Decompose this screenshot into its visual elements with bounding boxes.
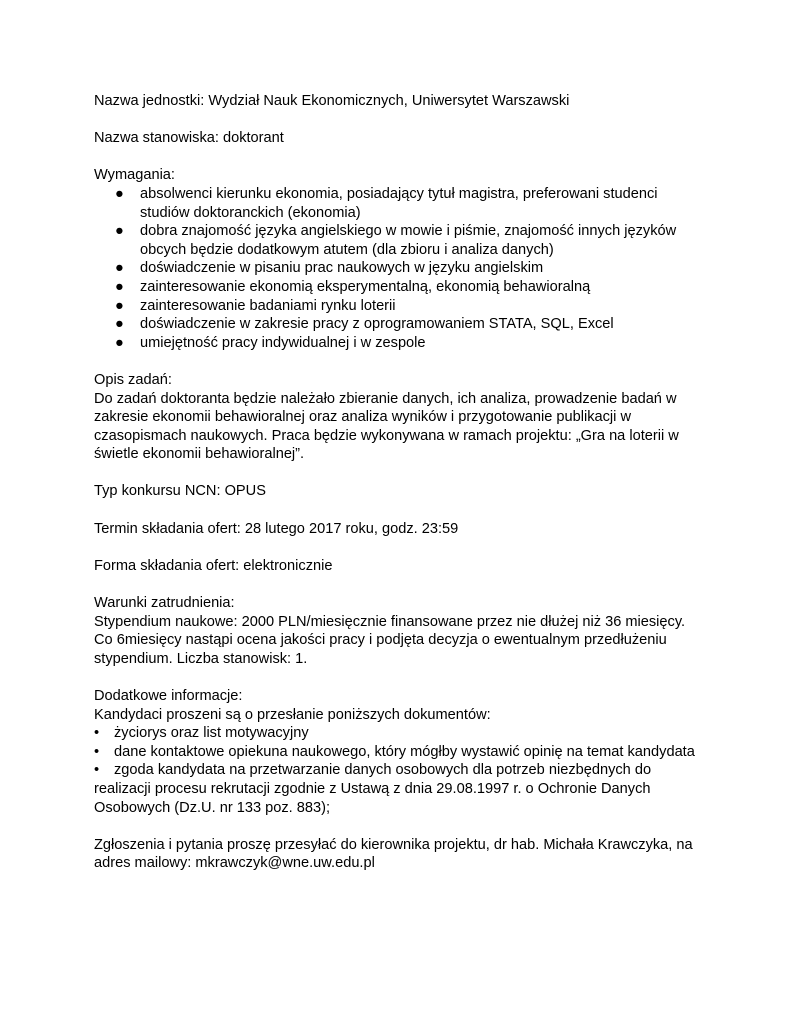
bullet-icon: ● <box>115 297 124 314</box>
bullet-icon: • <box>94 762 100 779</box>
employment-heading: Warunki zatrudnienia: <box>94 595 235 612</box>
competition-type: Typ konkursu NCN: OPUS <box>94 483 266 500</box>
bullet-icon: • <box>94 725 100 742</box>
document-page <box>94 92 704 873</box>
deadline: Termin składania ofert: 28 lutego 2017 roku, godz. 23:59 <box>94 520 459 537</box>
list-item: ● dobra znajomość języka angielskiego w mowie i piśmie, znajomość innych języków obcych będzie dodatkowym atutem (dla zbioru i analiza danych) <box>115 223 677 258</box>
bullet-icon: ● <box>115 278 124 295</box>
contact-info: Zgłoszenia i pytania proszę przesyłać do kierownika projektu, dr hab. Michała Krawczyka, na adres mailowy: mkrawczyk@wne.uw.edu.pl <box>94 836 693 872</box>
bullet-icon: ● <box>115 334 124 351</box>
bullet-icon: ● <box>115 185 124 202</box>
list-item: ● umiejętność pracy indywidualnej i w zespole <box>115 334 426 351</box>
bullet-icon: ● <box>115 260 124 277</box>
bullet-icon: ● <box>115 223 124 240</box>
documents-list <box>94 724 704 817</box>
tasks-heading: Opis zadań: <box>94 371 172 388</box>
additional-heading: Dodatkowe informacje: <box>94 688 243 704</box>
list-item: ● doświadczenie w pisaniu prac naukowych w języku angielskim <box>115 260 544 277</box>
list-item: • zgoda kandydata na przetwarzanie danych osobowych dla potrzeb niezbędnych do realizacji procesu rekrutacji zgodnie z Ustawą z dnia 29.08.1997 r. o Ochronie Danych Osobowych (Dz.U. nr 133 poz. 883); <box>94 762 652 816</box>
employment-text: Stypendium naukowe: 2000 PLN/miesięcznie finansowane przez nie dłużej niż 36 miesięcy. Co 6miesięcy nastąpi ocena jakości pracy i podjęta decyzja o ewentualnym przedłużeniu stypendium. Liczba stanowisk: 1. <box>94 613 686 667</box>
list-item: • życiorys oraz list motywacyjny <box>94 725 309 742</box>
additional-intro: Kandydaci proszeni są o przesłanie poniższych dokumentów: <box>94 706 491 723</box>
position-name: Nazwa stanowiska: doktorant <box>94 130 284 147</box>
list-item: ● doświadczenie w zakresie pracy z oprogramowaniem STATA, SQL, Excel <box>115 316 614 333</box>
list-item: ● absolwenci kierunku ekonomia, posiadający tytuł magistra, preferowani studenci studiów doktoranckich (ekonomia) <box>115 185 658 221</box>
list-item: ● zainteresowanie badaniami rynku loterii <box>115 297 396 314</box>
unit-name: Nazwa jednostki: Wydział Nauk Ekonomicznych, Uniwersytet Warszawski <box>94 93 570 109</box>
bullet-icon: ● <box>115 316 124 333</box>
requirements-list <box>94 185 704 352</box>
bullet-icon: • <box>94 743 100 760</box>
requirements-heading: Wymagania: <box>94 167 175 184</box>
submission-form: Forma składania ofert: elektronicznie <box>94 557 333 574</box>
list-item: ● zainteresowanie ekonomią eksperymentalną, ekonomią behawioralną <box>115 278 591 295</box>
tasks-text: Do zadań doktoranta będzie należało zbieranie danych, ich analiza, prowadzenie badań w zakresie ekonomii behawioralnej oraz analiza wyników i przygotowanie publikacji w czasopismach naukowych. Praca będzie wykonywana w ramach projektu: „Gra na loterii w świetle ekonomii behawioralnej”. <box>94 390 679 463</box>
list-item: • dane kontaktowe opiekuna naukowego, który mógłby wystawić opinię na temat kandydata <box>94 743 695 760</box>
